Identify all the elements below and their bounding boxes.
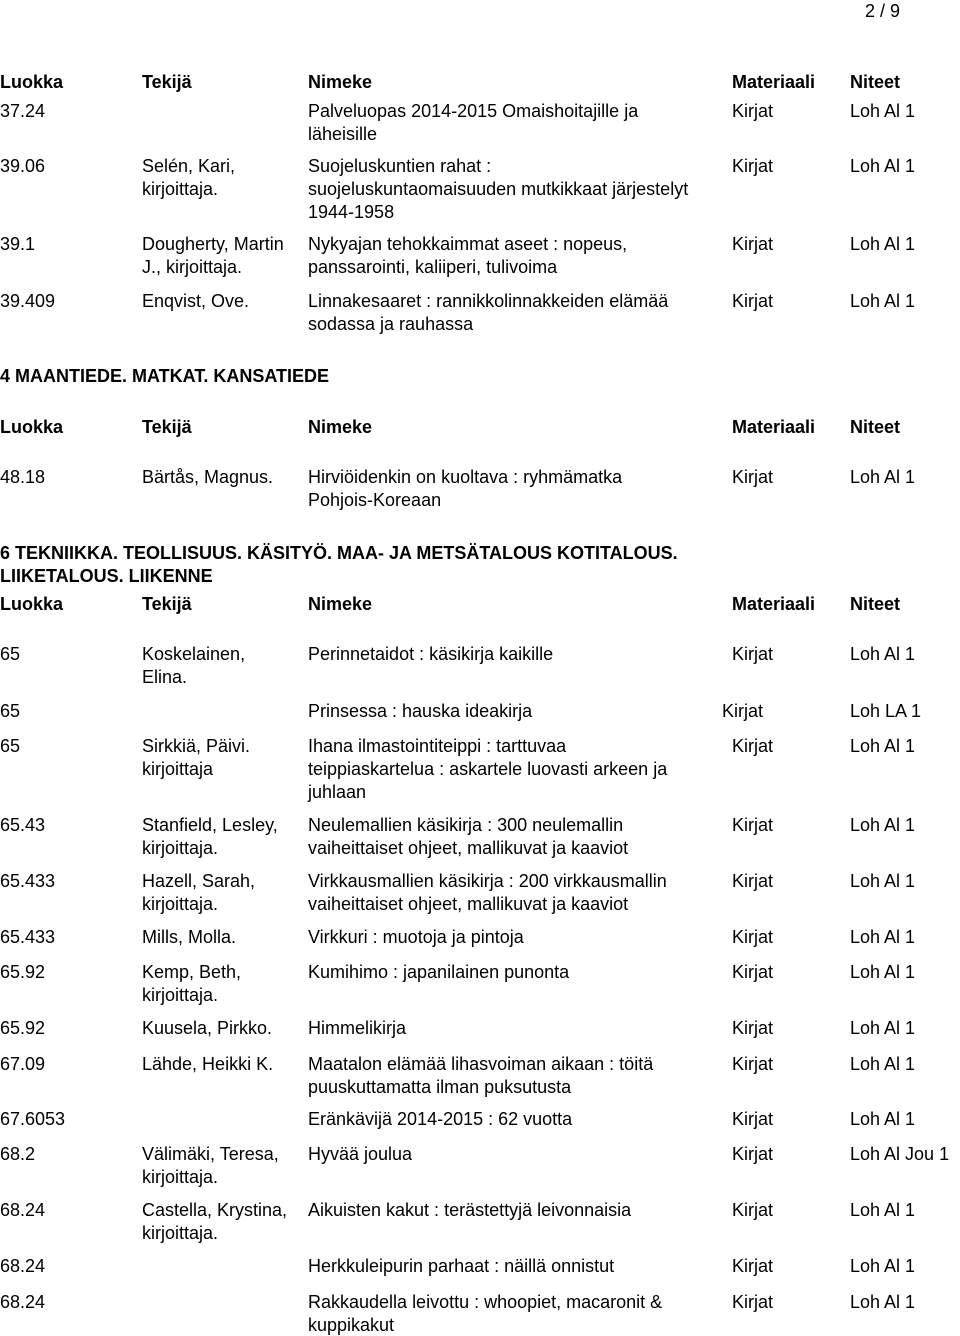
column-header-luokka: Luokka [0,594,64,614]
cell-nimeke: Palveluopas 2014-2015 Omaishoitajille ja [308,101,639,121]
cell-niteet: Loh Al 1 [850,1292,916,1312]
cell-niteet: Loh Al 1 [850,644,916,664]
cell-tekija: Enqvist, Ove. [142,291,250,311]
column-header-materiaali: Materiaali [732,72,816,92]
cell-materiaali: Kirjat [732,1054,774,1074]
cell-luokka: 65 [0,701,21,721]
cell-niteet: Loh Al 1 [850,1256,916,1276]
column-header-nimeke: Nimeke [308,417,373,437]
column-header-tekija: Tekijä [142,417,192,437]
column-header-nimeke: Nimeke [308,72,373,92]
cell-nimeke: Suojeluskuntien rahat : [308,156,492,176]
column-header-materiaali: Materiaali [732,594,816,614]
cell-tekija: kirjoittaja. [142,838,219,858]
cell-luokka: 65.43 [0,815,46,835]
cell-luokka: 68.24 [0,1200,46,1220]
cell-niteet: Loh Al 1 [850,815,916,835]
cell-nimeke: Maatalon elämää lihasvoiman aikaan : töitä [308,1054,654,1074]
cell-niteet: Loh Al Jou 1 [850,1144,950,1164]
cell-nimeke: Neulemallien käsikirja : 300 neulemallin [308,815,624,835]
cell-luokka: 65.92 [0,1018,46,1038]
cell-niteet: Loh Al 1 [850,871,916,891]
cell-tekija: kirjoittaja. [142,1167,219,1187]
cell-nimeke: Prinsessa : hauska ideakirja [308,701,533,721]
cell-niteet: Loh LA 1 [850,701,922,721]
section-title: 6 TEKNIIKKA. TEOLLISUUS. KÄSITYÖ. MAA- JA METSÄTALOUS KOTITALOUS. [0,543,678,563]
cell-tekija: Castella, Krystina, [142,1200,288,1220]
cell-tekija: J., kirjoittaja. [142,257,243,277]
cell-tekija: Kuusela, Pirkko. [142,1018,273,1038]
cell-materiaali: Kirjat [732,291,774,311]
cell-luokka: 65 [0,644,21,664]
cell-niteet: Loh Al 1 [850,1200,916,1220]
cell-nimeke: juhlaan [308,782,367,802]
cell-nimeke: Herkkuleipurin parhaat : näillä onnistut [308,1256,615,1276]
cell-materiaali: Kirjat [732,1256,774,1276]
cell-niteet: Loh Al 1 [850,467,916,487]
column-header-materiaali: Materiaali [732,417,816,437]
cell-materiaali: Kirjat [732,927,774,947]
page-number: 2 / 9 [864,1,900,21]
cell-luokka: 39.409 [0,291,56,311]
cell-luokka: 68.2 [0,1144,36,1164]
cell-niteet: Loh Al 1 [850,234,916,254]
cell-niteet: Loh Al 1 [850,291,916,311]
cell-tekija: Stanfield, Lesley, [142,815,278,835]
cell-tekija: Bärtås, Magnus. [142,467,274,487]
cell-tekija: kirjoittaja. [142,179,219,199]
cell-nimeke: kuppikakut [308,1315,395,1335]
cell-niteet: Loh Al 1 [850,101,916,121]
cell-nimeke: puuskuttamatta ilman puksutusta [308,1077,572,1097]
cell-tekija: kirjoittaja. [142,985,219,1005]
cell-materiaali: Kirjat [732,1144,774,1164]
cell-tekija: Kemp, Beth, [142,962,242,982]
cell-tekija: Lähde, Heikki K. [142,1054,274,1074]
cell-niteet: Loh Al 1 [850,1018,916,1038]
cell-nimeke: Hyvää joulua [308,1144,413,1164]
cell-nimeke: läheisille [308,124,378,144]
cell-luokka: 65.92 [0,962,46,982]
column-header-niteet: Niteet [850,417,901,437]
cell-nimeke: Nykyajan tehokkaimmat aseet : nopeus, [308,234,628,254]
cell-nimeke: Rakkaudella leivottu : whoopiet, macaronit & [308,1292,663,1312]
cell-nimeke: sodassa ja rauhassa [308,314,474,334]
cell-tekija: Välimäki, Teresa, [142,1144,279,1164]
cell-luokka: 48.18 [0,467,46,487]
cell-tekija: Hazell, Sarah, [142,871,256,891]
cell-nimeke: Himmelikirja [308,1018,406,1038]
column-header-niteet: Niteet [850,72,901,92]
cell-materiaali: Kirjat [732,736,774,756]
cell-materiaali: Kirjat [732,815,774,835]
cell-tekija: Sirkkiä, Päivi. [142,736,251,756]
cell-nimeke: suojeluskuntaomaisuuden mutkikkaat järjestelyt [308,179,689,199]
cell-tekija: Selén, Kari, [142,156,236,176]
cell-materiaali: Kirjat [722,701,764,721]
cell-tekija: Koskelainen, [142,644,246,664]
cell-nimeke: vaiheittaiset ohjeet, mallikuvat ja kaaviot [308,894,629,914]
cell-nimeke: vaiheittaiset ohjeet, mallikuvat ja kaaviot [308,838,629,858]
cell-niteet: Loh Al 1 [850,736,916,756]
cell-luokka: 68.24 [0,1292,46,1312]
cell-nimeke: Linnakesaaret : rannikkolinnakkeiden elämää [308,291,669,311]
cell-luokka: 65.433 [0,927,56,947]
cell-materiaali: Kirjat [732,1200,774,1220]
cell-nimeke: Aikuisten kakut : terästettyjä leivonnaisia [308,1200,632,1220]
cell-nimeke: Kumihimo : japanilainen punonta [308,962,570,982]
cell-nimeke: Perinnetaidot : käsikirja kaikille [308,644,554,664]
cell-tekija: Elina. [142,667,188,687]
cell-niteet: Loh Al 1 [850,962,916,982]
cell-materiaali: Kirjat [732,871,774,891]
cell-nimeke: Ihana ilmastointiteippi : tarttuvaa [308,736,567,756]
cell-nimeke: Virkkausmallien käsikirja : 200 virkkausmallin [308,871,667,891]
column-header-tekija: Tekijä [142,594,192,614]
cell-luokka: 39.06 [0,156,46,176]
column-header-luokka: Luokka [0,417,64,437]
cell-materiaali: Kirjat [732,156,774,176]
cell-materiaali: Kirjat [732,467,774,487]
cell-materiaali: Kirjat [732,644,774,664]
section-title: 4 MAANTIEDE. MATKAT. KANSATIEDE [0,366,330,386]
cell-tekija: kirjoittaja [142,759,214,779]
cell-nimeke: panssarointi, kaliiperi, tulivoima [308,257,558,277]
cell-nimeke: Pohjois-Koreaan [308,490,442,510]
cell-nimeke: Eränkävijä 2014-2015 : 62 vuotta [308,1109,573,1129]
cell-materiaali: Kirjat [732,1292,774,1312]
cell-niteet: Loh Al 1 [850,927,916,947]
cell-luokka: 65 [0,736,21,756]
cell-luokka: 37.24 [0,101,46,121]
section-title: LIIKETALOUS. LIIKENNE [0,566,213,586]
column-header-nimeke: Nimeke [308,594,373,614]
column-header-niteet: Niteet [850,594,901,614]
cell-luokka: 67.6053 [0,1109,66,1129]
cell-tekija: Mills, Molla. [142,927,237,947]
cell-tekija: Dougherty, Martin [142,234,284,254]
cell-niteet: Loh Al 1 [850,1109,916,1129]
column-header-luokka: Luokka [0,72,64,92]
cell-luokka: 39.1 [0,234,36,254]
cell-luokka: 68.24 [0,1256,46,1276]
cell-materiaali: Kirjat [732,234,774,254]
cell-materiaali: Kirjat [732,962,774,982]
column-header-tekija: Tekijä [142,72,192,92]
cell-niteet: Loh Al 1 [850,1054,916,1074]
cell-materiaali: Kirjat [732,101,774,121]
cell-tekija: kirjoittaja. [142,894,219,914]
cell-nimeke: 1944-1958 [308,202,395,222]
cell-luokka: 65.433 [0,871,56,891]
cell-tekija: kirjoittaja. [142,1223,219,1243]
cell-niteet: Loh Al 1 [850,156,916,176]
cell-nimeke: Hirviöidenkin on kuoltava : ryhmämatka [308,467,623,487]
cell-luokka: 67.09 [0,1054,46,1074]
cell-nimeke: teippiaskartelua : askartele luovasti arkeen ja [308,759,668,779]
cell-nimeke: Virkkuri : muotoja ja pintoja [308,927,524,947]
cell-materiaali: Kirjat [732,1018,774,1038]
cell-materiaali: Kirjat [732,1109,774,1129]
